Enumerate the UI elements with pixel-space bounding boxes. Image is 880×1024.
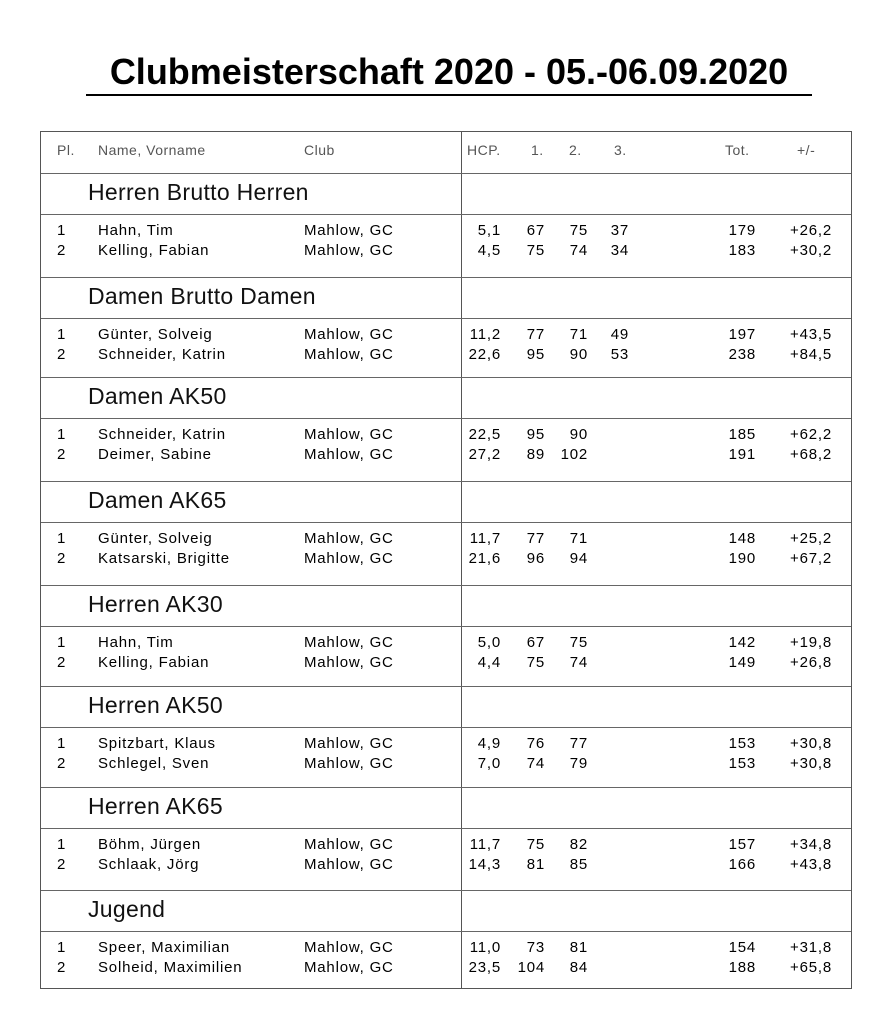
cell-place: 2 (57, 755, 67, 772)
cell-total: 197 (728, 326, 756, 343)
cell-round-2: 82 (569, 836, 588, 853)
cell-round-2: 81 (569, 939, 588, 956)
cell-round-1: 95 (526, 346, 545, 363)
cell-total: 185 (728, 426, 756, 443)
results-table (40, 131, 852, 989)
cell-hcp: 11,2 (469, 326, 501, 343)
cell-total: 183 (728, 242, 756, 259)
section-title-divider (41, 626, 851, 627)
cell-round-1: 77 (526, 326, 545, 343)
section-title-divider (41, 418, 851, 419)
cell-name: Schlaak, Jörg (98, 856, 200, 873)
cell-round-1: 74 (526, 755, 545, 772)
cell-diff: +30,8 (790, 755, 832, 772)
section-divider (41, 890, 851, 891)
cell-place: 2 (57, 654, 67, 671)
cell-place: 2 (57, 959, 67, 976)
header-club: Club (304, 142, 335, 158)
cell-place: 2 (57, 346, 67, 363)
cell-round-2: 90 (569, 346, 588, 363)
cell-name: Schlegel, Sven (98, 755, 210, 772)
cell-hcp: 14,3 (468, 856, 501, 873)
section-title: Damen AK50 (88, 383, 227, 409)
section-title: Jugend (88, 896, 166, 922)
cell-club: Mahlow, GC (304, 755, 394, 772)
header-round-1: 1. (531, 142, 544, 158)
section-divider (41, 277, 851, 278)
cell-hcp: 5,0 (477, 634, 501, 651)
cell-place: 1 (57, 836, 67, 853)
cell-club: Mahlow, GC (304, 735, 394, 752)
cell-round-1: 96 (526, 550, 545, 567)
cell-place: 1 (57, 939, 67, 956)
cell-name: Schneider, Katrin (98, 426, 226, 443)
cell-name: Hahn, Tim (98, 634, 174, 651)
cell-diff: +26,2 (790, 222, 832, 239)
cell-total: 166 (728, 856, 756, 873)
cell-place: 1 (57, 222, 67, 239)
header-place: Pl. (57, 142, 75, 158)
cell-diff: +43,8 (790, 856, 832, 873)
cell-total: 153 (728, 735, 756, 752)
cell-round-1: 81 (526, 856, 545, 873)
cell-round-3: 49 (610, 326, 629, 343)
cell-total: 190 (728, 550, 756, 567)
cell-club: Mahlow, GC (304, 654, 394, 671)
cell-hcp: 11,7 (469, 530, 501, 547)
cell-hcp: 27,2 (468, 446, 501, 463)
section-title-divider (41, 931, 851, 932)
cell-round-2: 75 (569, 634, 588, 651)
cell-diff: +84,5 (790, 346, 832, 363)
page-title: Clubmeisterschaft 2020 - 05.-06.09.2020 (86, 50, 812, 96)
cell-diff: +62,2 (790, 426, 832, 443)
cell-round-1: 67 (526, 634, 545, 651)
cell-hcp: 5,1 (477, 222, 501, 239)
cell-club: Mahlow, GC (304, 222, 394, 239)
cell-round-2: 71 (569, 530, 588, 547)
header-divider (41, 173, 851, 174)
header-name: Name, Vorname (98, 142, 206, 158)
cell-round-2: 79 (569, 755, 588, 772)
cell-diff: +26,8 (790, 654, 832, 671)
header-total: Tot. (725, 142, 750, 158)
cell-diff: +19,8 (790, 634, 832, 651)
cell-name: Kelling, Fabian (98, 654, 210, 671)
cell-name: Deimer, Sabine (98, 446, 212, 463)
cell-club: Mahlow, GC (304, 634, 394, 651)
section-divider (41, 377, 851, 378)
cell-club: Mahlow, GC (304, 836, 394, 853)
section-title-divider (41, 214, 851, 215)
section-divider (41, 787, 851, 788)
cell-club: Mahlow, GC (304, 242, 394, 259)
cell-round-1: 89 (526, 446, 545, 463)
cell-total: 154 (728, 939, 756, 956)
cell-name: Kelling, Fabian (98, 242, 210, 259)
section-title: Herren AK30 (88, 591, 223, 617)
cell-hcp: 22,5 (468, 426, 501, 443)
cell-club: Mahlow, GC (304, 550, 394, 567)
cell-round-2: 71 (569, 326, 588, 343)
cell-club: Mahlow, GC (304, 856, 394, 873)
cell-total: 148 (728, 530, 756, 547)
cell-round-3: 53 (610, 346, 629, 363)
cell-round-3: 37 (610, 222, 629, 239)
cell-place: 1 (57, 530, 67, 547)
cell-hcp: 21,6 (468, 550, 501, 567)
cell-club: Mahlow, GC (304, 426, 394, 443)
cell-name: Katsarski, Brigitte (98, 550, 230, 567)
cell-round-2: 84 (569, 959, 588, 976)
cell-diff: +30,2 (790, 242, 832, 259)
cell-name: Böhm, Jürgen (98, 836, 201, 853)
cell-total: 142 (728, 634, 756, 651)
section-divider (41, 481, 851, 482)
cell-place: 2 (57, 446, 67, 463)
cell-total: 157 (728, 836, 756, 853)
cell-round-2: 75 (569, 222, 588, 239)
section-divider (41, 585, 851, 586)
cell-total: 149 (728, 654, 756, 671)
cell-round-2: 102 (560, 446, 588, 463)
cell-total: 179 (728, 222, 756, 239)
cell-round-2: 77 (569, 735, 588, 752)
cell-round-1: 75 (526, 654, 545, 671)
cell-club: Mahlow, GC (304, 530, 394, 547)
cell-round-3: 34 (610, 242, 629, 259)
section-title: Herren AK50 (88, 692, 223, 718)
cell-round-2: 74 (569, 654, 588, 671)
cell-club: Mahlow, GC (304, 346, 394, 363)
cell-total: 153 (728, 755, 756, 772)
section-title-divider (41, 522, 851, 523)
cell-round-1: 67 (526, 222, 545, 239)
cell-total: 191 (728, 446, 756, 463)
cell-diff: +31,8 (790, 939, 832, 956)
cell-round-2: 90 (569, 426, 588, 443)
cell-diff: +25,2 (790, 530, 832, 547)
cell-club: Mahlow, GC (304, 446, 394, 463)
cell-round-1: 76 (526, 735, 545, 752)
cell-round-1: 77 (526, 530, 545, 547)
header-round-2: 2. (569, 142, 582, 158)
cell-hcp: 4,4 (477, 654, 501, 671)
cell-round-2: 94 (569, 550, 588, 567)
section-title-divider (41, 727, 851, 728)
cell-hcp: 4,9 (477, 735, 501, 752)
cell-place: 2 (57, 242, 67, 259)
cell-diff: +68,2 (790, 446, 832, 463)
cell-hcp: 7,0 (477, 755, 501, 772)
header-round-3: 3. (614, 142, 627, 158)
cell-round-1: 95 (526, 426, 545, 443)
header-diff: +/- (797, 142, 816, 158)
section-divider (41, 686, 851, 687)
cell-club: Mahlow, GC (304, 326, 394, 343)
cell-hcp: 4,5 (477, 242, 501, 259)
cell-hcp: 11,7 (469, 836, 501, 853)
cell-diff: +67,2 (790, 550, 832, 567)
section-title: Herren AK65 (88, 793, 223, 819)
cell-place: 1 (57, 735, 67, 752)
cell-name: Schneider, Katrin (98, 346, 226, 363)
cell-round-1: 75 (526, 836, 545, 853)
cell-place: 2 (57, 550, 67, 567)
cell-round-1: 73 (526, 939, 545, 956)
cell-name: Speer, Maximilian (98, 939, 230, 956)
cell-round-1: 75 (526, 242, 545, 259)
cell-diff: +65,8 (790, 959, 832, 976)
cell-hcp: 22,6 (468, 346, 501, 363)
section-title-divider (41, 318, 851, 319)
cell-diff: +30,8 (790, 735, 832, 752)
cell-name: Spitzbart, Klaus (98, 735, 216, 752)
cell-diff: +34,8 (790, 836, 832, 853)
cell-club: Mahlow, GC (304, 939, 394, 956)
cell-place: 1 (57, 326, 67, 343)
cell-place: 1 (57, 634, 67, 651)
header-hcp: HCP. (467, 142, 501, 158)
cell-total: 238 (728, 346, 756, 363)
cell-round-2: 74 (569, 242, 588, 259)
cell-name: Hahn, Tim (98, 222, 174, 239)
section-title: Damen Brutto Damen (88, 283, 316, 309)
section-title: Herren Brutto Herren (88, 179, 309, 205)
cell-hcp: 11,0 (469, 939, 501, 956)
cell-hcp: 23,5 (468, 959, 501, 976)
cell-total: 188 (728, 959, 756, 976)
cell-diff: +43,5 (790, 326, 832, 343)
cell-name: Solheid, Maximilien (98, 959, 243, 976)
cell-place: 2 (57, 856, 67, 873)
cell-name: Günter, Solveig (98, 530, 213, 547)
section-title-divider (41, 828, 851, 829)
cell-club: Mahlow, GC (304, 959, 394, 976)
section-title: Damen AK65 (88, 487, 227, 513)
cell-round-2: 85 (569, 856, 588, 873)
cell-round-1: 104 (517, 959, 545, 976)
cell-place: 1 (57, 426, 67, 443)
cell-name: Günter, Solveig (98, 326, 213, 343)
